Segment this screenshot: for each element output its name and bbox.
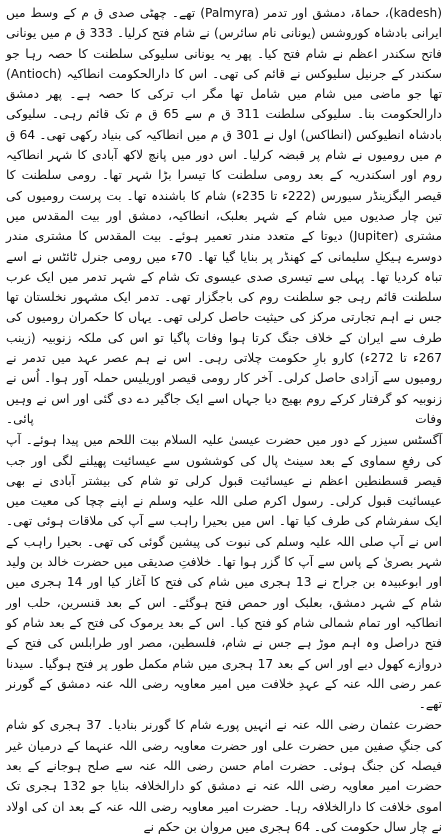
paragraph-syria-ancient-history: (kadesh)، حماۃ، دمشق اور تدمر (Palmyra) تھے۔ چھٹی صدی ق م کے وسط میں ایرانی بادشاہ کوروشس (یونانی نام سائرس) نے شام فتح کرلیا۔ 333 ق م میں یونانی فاتح سکندر اعظم نے شام فتح کیا۔ پھر یہ یونانی سلیوکی سلطنت کا حصہ رہا جو سکندر کے جرنیل سلیوکس نے قائم کی تھی۔ اس کا دارالحکومت انطاکیہ (Antioch) تھا جو ماضی میں شام میں شامل تھا مگر اب ترکی کا حصہ ہے۔ پھر دمشق دارالحکومت بنا۔ سلیوکی سلطنت 311 ق م سے 65 ق م تک قائم رہی۔ سلیوکی بادشاہ انطیوکس (انطاکس) اول نے 301 ق م میں انطاکیہ کی بنیاد رکھی تھی۔ 64 ق م میں رومیوں نے شام پر قبضہ کرلیا۔ اس دور میں پانچ لاکھ آبادی کا شہر انطاکیہ روم اور اسکندریہ کے بعد رومی سلطنت کا تیسرا بڑا شہر تھا۔ رومی سلطنت کا قیصر الیگزینڈر سیورس (222ء تا 235ء) شام کا باشندہ تھا۔ بت پرست رومیوں کی تین چار صدیوں میں شام کے شہر بعلبک، انطاکیہ، دمشق اور بیت المقدس میں مشتری (Jupiter) دیوتا کے متعدد مندر تعمیر ہوئے۔ بیت المقدس کا مشتری مندر دوسرے ہیکلِ سلیمانی کے کھنڈر پر بنایا گیا تھا۔ 70ء میں رومی جنرل ٹائٹس نے اسے تباہ کردیا تھا۔ پہلی سے تیسری صدی عیسوی تک شام کے شہر تدمر میں ایک عرب سلطنت قائم رہی جو سلطنت روم کی باجگزار تھی۔ تدمر ایک مشہور نخلستان تھا جس نے اہم تجارتی مرکز کی حیثیت حاصل کرلی تھی۔ یہاں کا حکمران رومیوں کی طرف سے ایران کے خلاف جنگ کرتا ہوا وفات پاگیا تو اس کی ملکہ زنوبیہ (زینب 267ء تا 272ء) کارو بارِ حکومت چلاتی رہی۔ اس نے ہم عصر عہد میں تدمر نے رومیوں سے آزادی حاصل کرلی۔ آخر کار رومی قیصر اوریلیس حملہ آور ہوا۔ اُس نے زنوبیہ کو گرفتار کرکے روم بھیج دیا جہاں اسے ایک جاگیر دے دی گئی اور اس نے وہیں وفات پائی۔ [6,6,443,426]
paragraph-christianity-and-islamic-conquest: آگسٹس سیزر کے دور میں حضرت عیسیٰ علیہ السلام بیت اللحم میں پیدا ہوئے۔ آپ کی رفعِ سماوی کے بعد سینٹ پال کی کوششوں سے عیسائیت پھیلنے لگی اور جب قیصر قسطنطین اعظم نے عیسائیت قبول کرلی تو شام کی بیشتر آبادی نے بھی عیسائیت قبول کرلی۔ رسول اکرم صلی اللہ علیہ وسلم نے اپنے چچا کی معیت میں ایک سفرشام کی طرف کیا تھا۔ اس میں بحیرا راہب سے آپ کی ملاقات ہوئی تھی۔ اس نے آپ صلی اللہ علیہ وسلم کی نبوت کی پیشین گوئی کی تھی۔ بحیرا راہب کے شہر بصریٰ کے پاس سے آپ کا گزر ہوا تھا۔ خلافتِ صدیقی میں حضرت خالد بن ولید اور ابوعبیدہ بن جراح نے 13 ہجری میں شام کی فتح کا آغاز کیا اور 14 ہجری میں شام کے شہر دمشق، بعلبک اور حمص فتح ہوگئے۔ اس کے بعد قنسرین، حلب اور انطاکیہ اور تمام شمالی شام کو فتح کیا۔ اس کے بعد یرموک کی فتح کے بعد شام کو فتح دراصل وہ اہم موڑ ہے جس نے شام، فلسطین، مصر اور طرابلس کی فتح کے دروازے کھول دیے اور اس کے بعد 17 ہجری میں شام مکمل طور پر فتح ہوگیا۔ سیدنا عمر رضی اللہ عنہ کے عہدِ خلافت میں امیر معاویہ رضی اللہ عنہ دمشق کے گورنر تھے۔ [6,433,442,712]
paragraph-umayyad-period: حضرت عثمان رضی اللہ عنہ نے انہیں پورے شام کا گورنر بنادیا۔ 37 ہجری کو شام کی جنگِ صفین میں حضرت علی اور حضرت معاویہ رضی اللہ عنہما کے درمیان غیر فیصلہ کن جنگ ہوئی۔ حضرت امام حسن رضی اللہ عنہ سے صلح ہوجانے کے بعد حضرت امیر معاویہ رضی اللہ عنہ نے دمشق کو دارالخلافہ بنایا جو 132 ہجری تک اموی خلافت کا دارالخلافہ رہا۔ حضرت امیر معاویہ رضی اللہ عنہ کے بعد ان کی اولاد نے چار سال حکومت کی۔ 64 ہجری میں مروان بن حکم نے [6,718,442,834]
